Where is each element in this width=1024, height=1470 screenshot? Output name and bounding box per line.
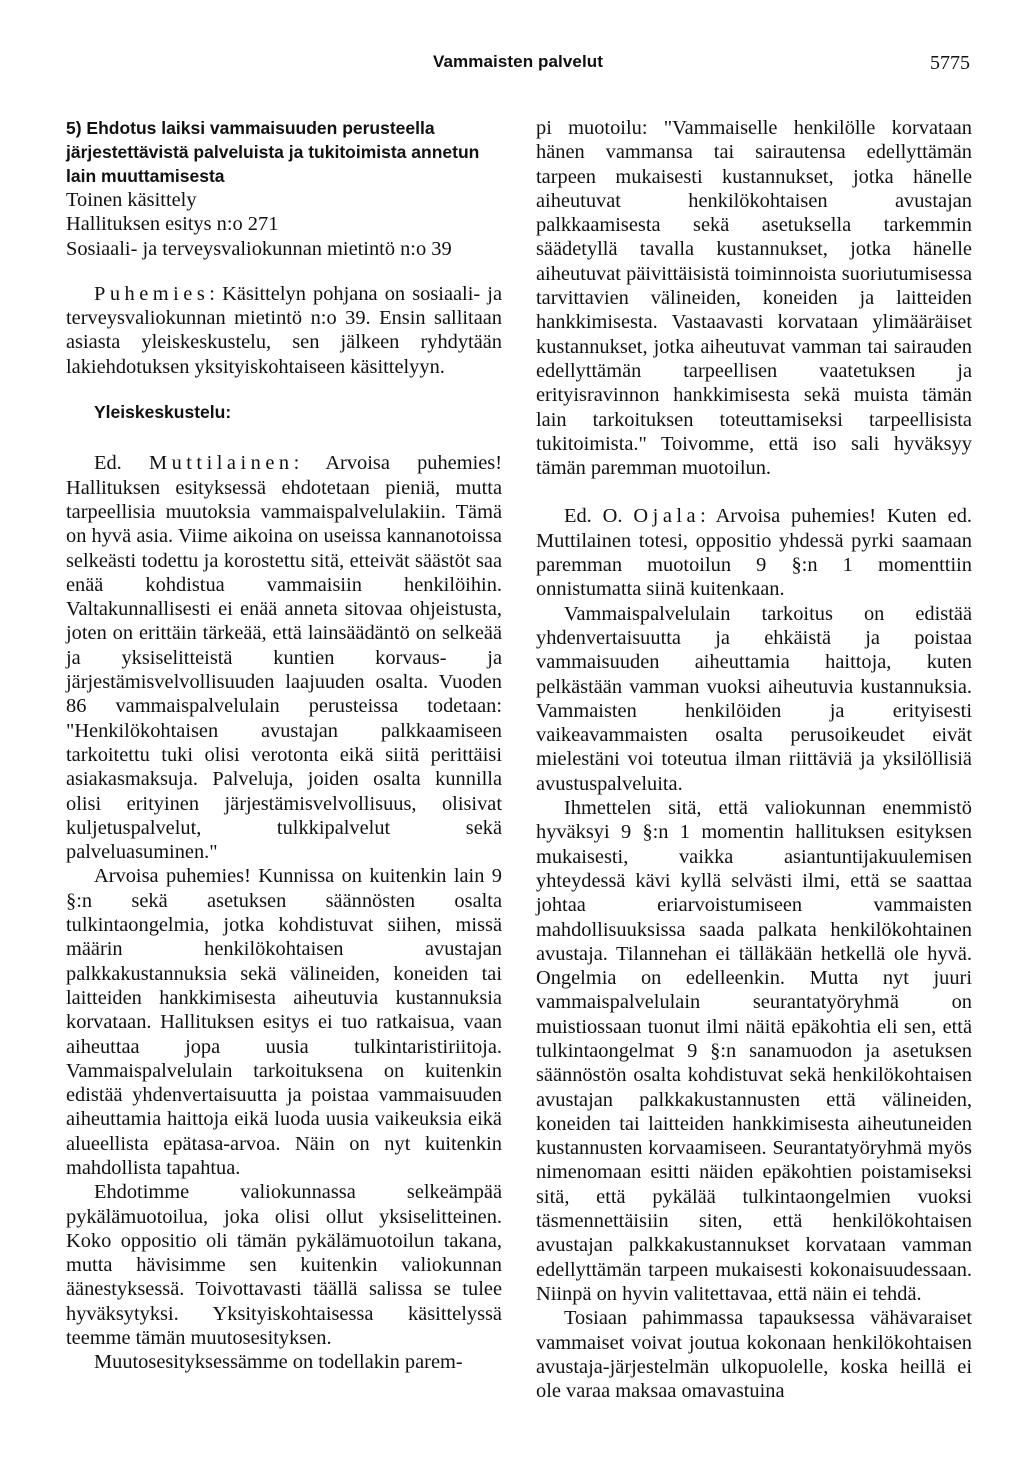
chair-colon: : — [209, 282, 223, 305]
speaker-name-ojala: Ojala — [633, 505, 701, 528]
committee-report-ref: Sosiaali- ja terveysvaliokunnan mietintö n:o 39 — [66, 237, 452, 260]
chair-speaker-name: Puhemies — [94, 282, 210, 305]
page-header — [66, 52, 970, 82]
speech-text: Arvoisa puhemies! Kuten ed. Muttilainen totesi, oppositio yhdessä pyrki saamaan paremman muotoilun 9 §:n 1 momenttiin onnistumatta siinä kuitenkaan. — [536, 505, 972, 601]
speech-text: Arvoisa puhemies! Hallituksen esityksessä ehdotetaan pieniä, mutta tarpeellisia muutoksia vammaispalvelulakiin. Tämä on hyvä asia. Viime aikoina on useissa kannanotoissa selkeästi todettu ja korostettu sitä, etteivät säästöt saa enää kohdistua vammaisiin henkilöihin. Valtakunnallisesti ei enää anneta sitovaa ohjeistusta, joten on erittäin tärkeää, että lainsäädäntö on selkeää ja yksiselitteistä kuntien korvaus- ja järjestämisvelvollisuuden laajuuden osalta. Vuoden 86 vammaispalvelulain perusteissa todetaan: "Henkilökohtaisen avustajan palkkaamiseen tarkoitettu tuki olisi verotonta eikä siitä perittäisi asiakasmaksuja. Palveluja, joiden osalta kunnilla olisi erityinen järjestämisvelvollisuus, olisivat kuljetuspalvelut, tulkkipalvelut sekä palveluasuminen." — [66, 452, 503, 864]
speaker-prefix: Ed. O. — [564, 505, 623, 528]
running-title: Vammaisten palvelut — [432, 52, 604, 71]
general-debate-heading: Yleiskeskustelu: — [94, 402, 232, 423]
speech-muttilainen-p4: Muutosesityksessämme on todellakin parem- — [94, 1351, 463, 1374]
page-number: 5775 — [930, 52, 970, 74]
speech-muttilainen-p1 — [66, 451, 502, 864]
speech-muttilainen-p2: Arvoisa puhemies! Kunnissa on kuitenkin lain 9 §:n sekä asetuksen säännösten osalta tulkintaongelmia, jotka kohdistuvat siihen, missä määrin henkilökohtaisen avustajan palkkakustannuksia sekä välineiden, koneiden tai laitteiden hankkimisesta aiheutuvia kustannuksia korvataan. Hallituksen esitys ei tuo ratkaisua, vaan aiheuttaa jopa uusia tulkintaristiriitoja. Vammaispalvelulain tarkoituksena on kuitenkin edistää yhdenvertaisuutta ja poistaa vammaisuuden aiheuttamia haittoja eikä luoda uusia vaikeuksia eikä alueellista epätasa-arvoa. Näin on nyt kuitenkin mahdollista tapahtua. — [66, 865, 502, 1179]
speaker-colon: : — [700, 505, 716, 528]
speech-ojala-p1 — [536, 504, 972, 601]
speaker-name-muttilainen: Muttilainen — [148, 452, 294, 475]
speech-muttilainen-p3: Ehdotimme valiokunnassa selkeämpää pykälämuotoilua, joka olisi ollut yksiselitteinen. Koko oppositio oli tämän pykälämuotoilun takana, mutta hävisimme sen kuitenkin valiokunnan äänestyksessä. Toivottavasti täällä salissa se tulee hyväksytyksi. Yksityiskohtaisessa käsittelyssä teemme tämän muutosesityksen. — [66, 1181, 502, 1350]
chair-text: Käsittelyn pohjana on sosiaali- ja terveysvaliokunnan mietintö n:o 39. Ensin sallitaan asiasta yleiskeskustelu, sen jälkeen ryhdytään lakiehdotuksen yksityiskohtaiseen käsittelyyn. — [66, 282, 503, 378]
right-column — [536, 116, 972, 1403]
speaker-prefix: Ed. — [94, 452, 122, 475]
speaker-colon: : — [293, 452, 326, 475]
chair-statement — [66, 282, 502, 379]
agenda-item-heading: 5) Ehdotus laiksi vammaisuuden perusteella järjestettävistä palveluista ja tukitoimista annetun lain muuttamisesta — [66, 118, 480, 186]
speech-ojala-p4: Tosiaan pahimmassa tapauksessa vähävaraiset vammaiset voivat joutua kokonaan henkilökohtaisen avustaja-järjestelmän ulkopuolelle, koska heillä ei ole varaa maksaa omavastuina — [536, 1307, 972, 1403]
speech-ojala-p3: Ihmettelen sitä, että valiokunnan enemmistö hyväksyi 9 §:n 1 momentin hallituksen esityksen mukaisesti, vaikka asiantuntijakuulemisen yhteydessä kävi kyllä selvästi ilmi, että se saattaa johtaa eriarvoistumiseen vammaisten mahdollisuuksissa saada palkata henkilökohtainen avustaja. Tilannehan ei tälläkään hetkellä ole hyvä. Ongelmia on edelleenkin. Mutta nyt juuri vammaispalvelulain seurantatyöryhmä on muistiossaan tuonut ilmi näitä epäkohtia eli sen, että tulkintaongelmat 9 §:n sanamuodon ja asetuksen säännöstön osalta kohdistuvat sekä henkilökohtaisen avustajan palkkakustannusten että välineiden, koneiden tai laitteiden hankkimisesta aiheutuneiden kustannusten korvaamiseen. Seurantatyöryhmä myös nimenomaan esitti näiden epäkohtien poistamiseksi sitä, että pykälää tulkintaongelmien vuoksi täsmennettäisiin siten, että henkilökohtaisen avustajan palkkakustannukset korvataan vamman edellyttämän tarpeen mukaisesti kokonaisuudessaan. Niinpä on hyvin valitettavaa, että näin ei tehdä. — [536, 797, 972, 1305]
government-proposal-ref: Hallituksen esitys n:o 271 — [66, 213, 279, 236]
speech-continuation: pi muotoilu: "Vammaiselle henkilölle korvataan hänen vammansa tai sairautensa edellyttämän tarpeen mukaisesti kustannukset, jotka hänelle aiheutuvat henkilökohtaisen avustajan palkkaamisesta sekä asetuksella tarkemmin säädetyllä tavalla kustannukset, jotka hänelle aiheutuvat päivittäisistä toiminnoista suoriutumisessa tarvittavien välineiden, koneiden ja laitteiden hankkimisesta. Vastaavasti korvataan ylimääräiset kustannukset, jotka aiheutuvat vamman tai sairauden edellyttämän tarpeellisen vaatetuksen ja erityisravinnon hankkimisesta sekä muista tämän lain tarkoituksen toteuttamiseksi tarpeellisista tukitoimista." Toivomme, että iso sali hyväksyy tämän paremman muotoilun. — [536, 117, 972, 480]
speech-ojala-p2: Vammaispalvelulain tarkoitus on edistää yhdenvertaisuutta ja ehkäistä ja poistaa vammaisuuden aiheuttamia haittoja, kuten pelkästään vamman vuoksi aiheutuvia kustannuksia. Vammaisten henkilöiden ja erityisesti vaikeavammaisten osalta perusoikeudet eivät mielestäni voi toteutua ilman riittäviä ja yksilöllisiä avustuspalveluita. — [536, 602, 972, 795]
reading-stage: Toinen käsittely — [66, 189, 197, 211]
left-column — [66, 116, 502, 1375]
